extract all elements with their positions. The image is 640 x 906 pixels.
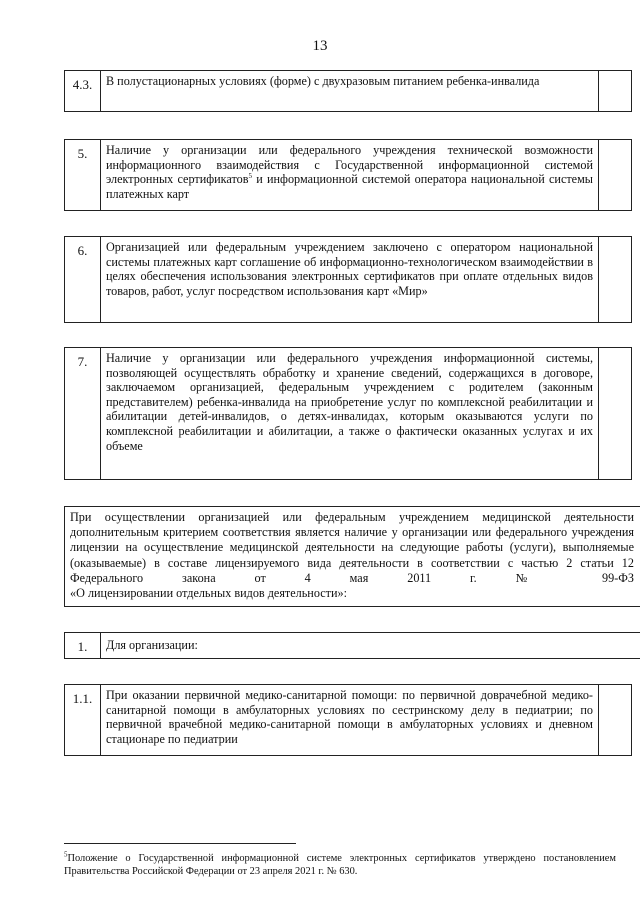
row-text: Организацией или федеральным учреждением заключено с оператором национальной системы платежных карт соглашение об информационно-технологическом взаимодействии в целях обеспечения использования электронных сертификатов при оплате отдельных видов товаров, работ, услуг посредством использования карт «Мир» — [100, 236, 599, 323]
row-number: 1.1. — [64, 684, 101, 756]
paragraph-main: При осуществлении организацией или федеральным учреждением медицинской деятельности дополнительным критерием соответствия является наличие у организации или федерального учреждения лицензии на осуществление медицинской деятельности на следующие работы (услуги), выполняемые (оказываемые) в составе лицензируемого вида деятельности в соответствии с частью 2 статьи 12 Федерального закона от 4 мая 2011 г. № 99-ФЗ — [70, 510, 634, 585]
footnote — [64, 852, 616, 878]
row-number: 6. — [64, 236, 101, 323]
footnote-divider — [64, 843, 296, 844]
row-number: 4.3. — [64, 70, 101, 112]
checkbox-cell[interactable] — [598, 139, 632, 211]
row-text-tail: и информационной системой оператора национальной системы платежных карт — [106, 172, 593, 201]
checkbox-cell[interactable] — [598, 236, 632, 323]
footnote-marker: 5 — [64, 850, 68, 859]
row-text: В полустационарных условиях (форме) с двухразовым питанием ребенка-инвалида — [100, 70, 599, 112]
checkbox-cell[interactable] — [598, 347, 632, 480]
page-number: 13 — [312, 38, 328, 54]
row-text — [100, 139, 599, 211]
row-number: 5. — [64, 139, 101, 211]
paragraph-last: «О лицензировании отдельных видов деятельности»: — [70, 586, 347, 601]
row-text: При оказании первичной медико-санитарной помощи: по первичной доврачебной медико-санитарной помощи в амбулаторных условиях по сестринскому делу в педиатрии; по первичной врачебной медико-санитарной помощи в амбулаторных условиях и дневном стационаре по педиатрии — [100, 684, 599, 756]
row-text: Для организации: — [100, 632, 640, 659]
row-number: 7. — [64, 347, 101, 480]
row-number: 1. — [64, 632, 101, 659]
checkbox-cell[interactable] — [598, 684, 632, 756]
footnote-ref: 5 — [248, 172, 253, 181]
checkbox-cell[interactable] — [598, 70, 632, 112]
row-text-main: Наличие у организации или федерального учреждения технической возможности информационного взаимодействия с Государственной информационной системой электронных сертификатов — [106, 143, 593, 187]
row-text: Наличие у организации или федерального учреждения информационной системы, позволяющей осуществлять обработку и хранение сведений, содержащихся в договоре, заключаемом организацией, федеральным учреждением с родителем (законным представителем) ребенка-инвалида на приобретение услуг по комплексной реабилитации и абилитации детей-инвалидов, о детях-инвалидах, которым оказываются услуги по комплексной реабилитации и абилитации, а также о фактически оказанных услугах и их объеме — [100, 347, 599, 480]
footnote-text: Положение о Государственной информационной системе электронных сертификатов утверждено постановлением Правительства Российской Федерации от 23 апреля 2021 г. № 630. — [64, 853, 616, 877]
criteria-paragraph — [64, 506, 640, 607]
